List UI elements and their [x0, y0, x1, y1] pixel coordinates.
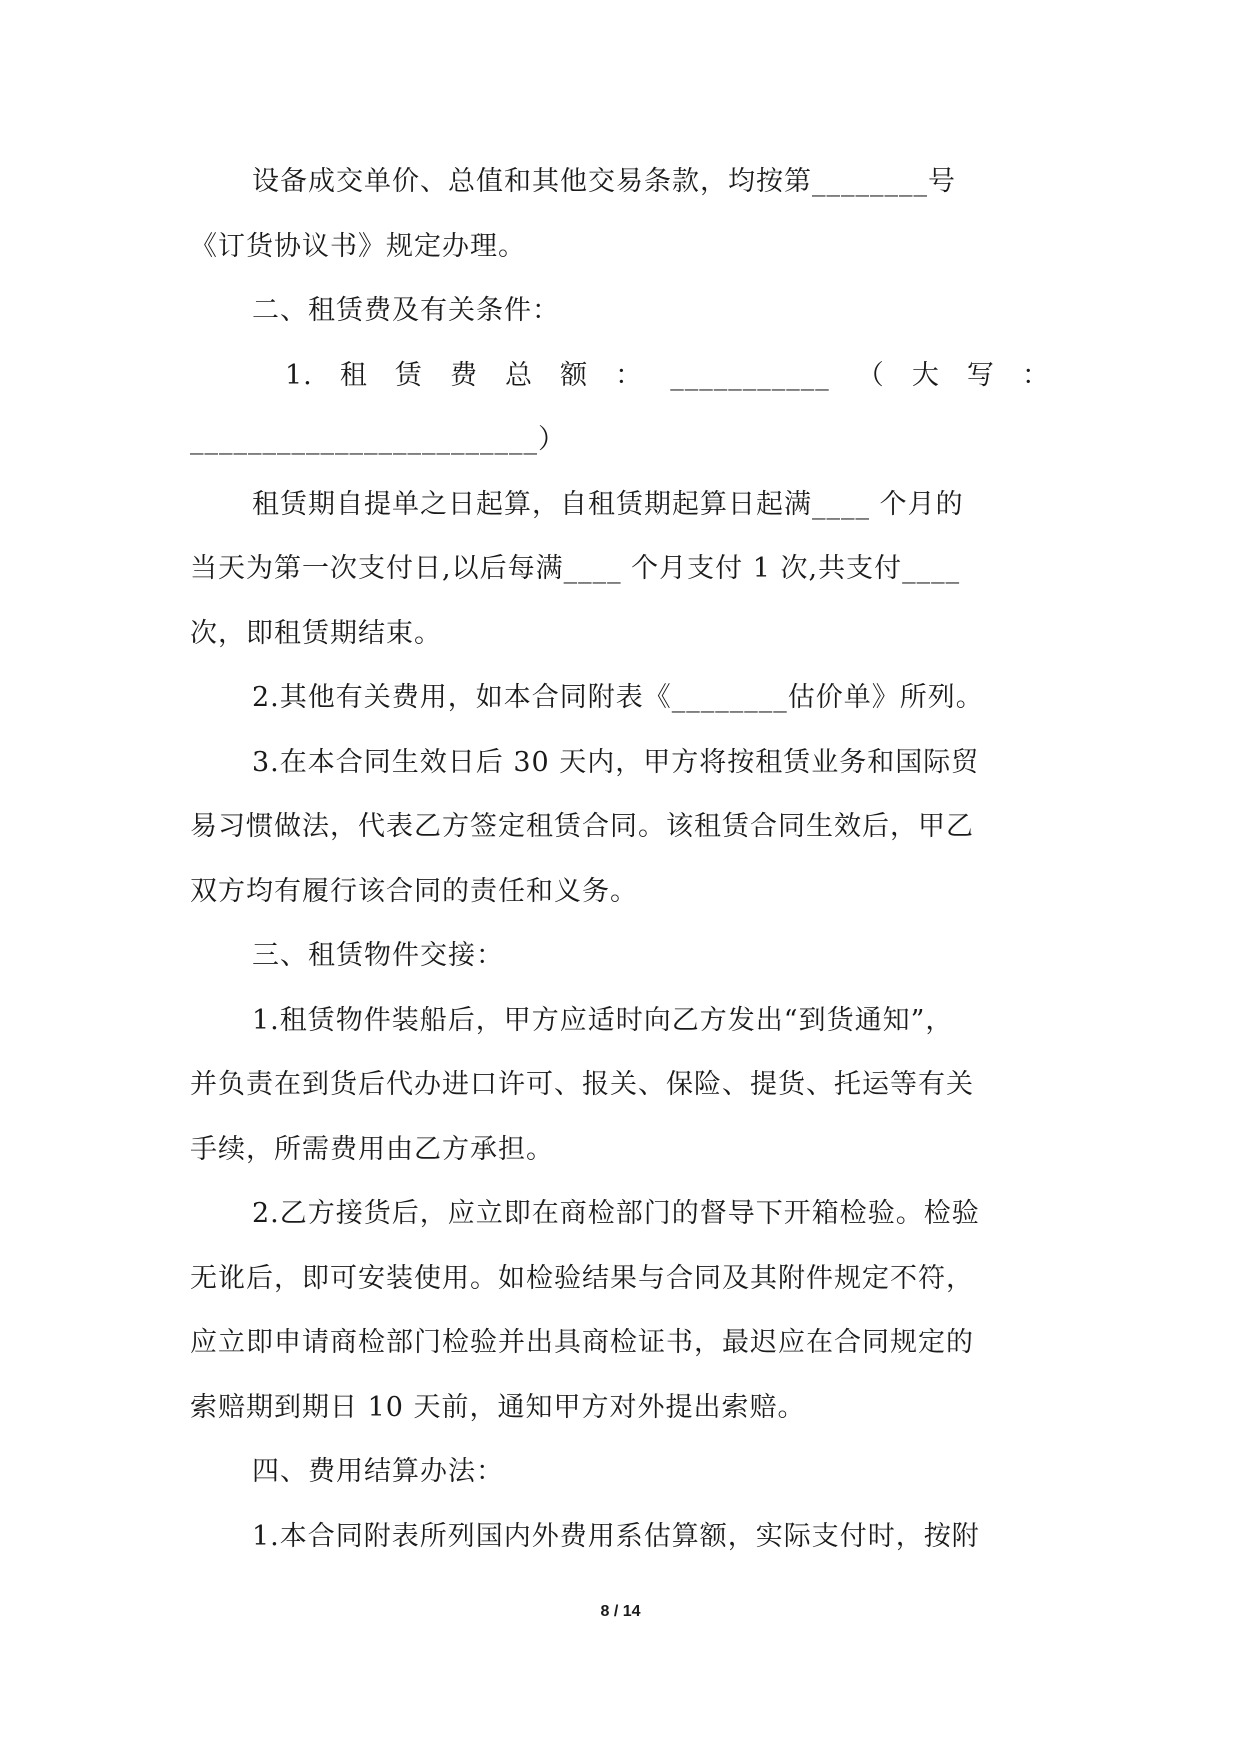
paragraph-line: 双方均有履行该合同的责任和义务。: [190, 875, 638, 907]
spread-part: 租: [339, 359, 368, 391]
spread-part-blank: ___________: [670, 359, 830, 391]
paragraph-line: 设备成交单价、总值和其他交易条款，均按第________号: [252, 166, 956, 197]
paragraph-line: 2.乙方接货后，应立即在商检部门的督导下开箱检验。检验: [252, 1198, 980, 1229]
spread-part: 赁: [394, 359, 423, 391]
spread-part: 1.: [285, 359, 313, 391]
paragraph-line: 应立即申请商检部门检验并出具商检证书，最迟应在合同规定的: [190, 1327, 974, 1358]
paragraph-line: 3.在本合同生效日后 30 天内，甲方将按租赁业务和国际贸: [252, 746, 980, 778]
spread-part: 写: [966, 359, 995, 391]
spread-part: 总: [505, 359, 534, 391]
paragraph-line: 索赔期到期日 10 天前，通知甲方对外提出索赔。: [190, 1391, 806, 1423]
section-heading-2: 二、租赁费及有关条件：: [252, 295, 560, 326]
section-heading-3: 三、租赁物件交接：: [252, 940, 504, 971]
paragraph-line: 易习惯做法，代表乙方签定租赁合同。该租赁合同生效后，甲乙: [190, 811, 974, 842]
spread-part: 额: [560, 359, 589, 391]
section-heading-4: 四、费用结算办法：: [252, 1456, 504, 1487]
spread-part: ：: [1021, 359, 1050, 391]
spread-part: 费: [449, 359, 478, 391]
paragraph-line: 当天为第一次支付日,以后每满____ 个月支付 1 次,共支付____: [190, 553, 961, 584]
page-number: 8 / 14: [600, 1603, 641, 1620]
paragraph-line: 2.其他有关费用，如本合同附表《________估价单》所列。: [252, 682, 984, 713]
paragraph-line: 租赁期自提单之日起算，自租赁期起算日起满____ 个月的: [252, 488, 964, 520]
paragraph-line: 无讹后，即可安装使用。如检验结果与合同及其附件规定不符，: [190, 1262, 974, 1294]
rental-total-line: [190, 344, 1050, 409]
paragraph-line: ________________________）: [190, 424, 566, 455]
paragraph-line: 1.租赁物件装船后，甲方应适时向乙方发出“到货通知”，: [252, 1004, 954, 1036]
paragraph-line: 手续，所需费用由乙方承担。: [190, 1133, 554, 1165]
paragraph-line: 《订货协议书》规定办理。: [190, 230, 526, 262]
document-body: [190, 150, 1050, 1569]
paragraph-line: 次，即租赁期结束。: [190, 617, 442, 649]
paragraph-line: 并负责在到货后代办进口许可、报关、保险、提货、托运等有关: [190, 1069, 974, 1100]
paragraph-line: 1.本合同附表所列国内外费用系估算额，实际支付时，按附: [252, 1520, 980, 1552]
spread-part: 大: [911, 359, 940, 391]
spread-part: ：: [615, 359, 644, 391]
spread-part: （: [856, 359, 885, 391]
